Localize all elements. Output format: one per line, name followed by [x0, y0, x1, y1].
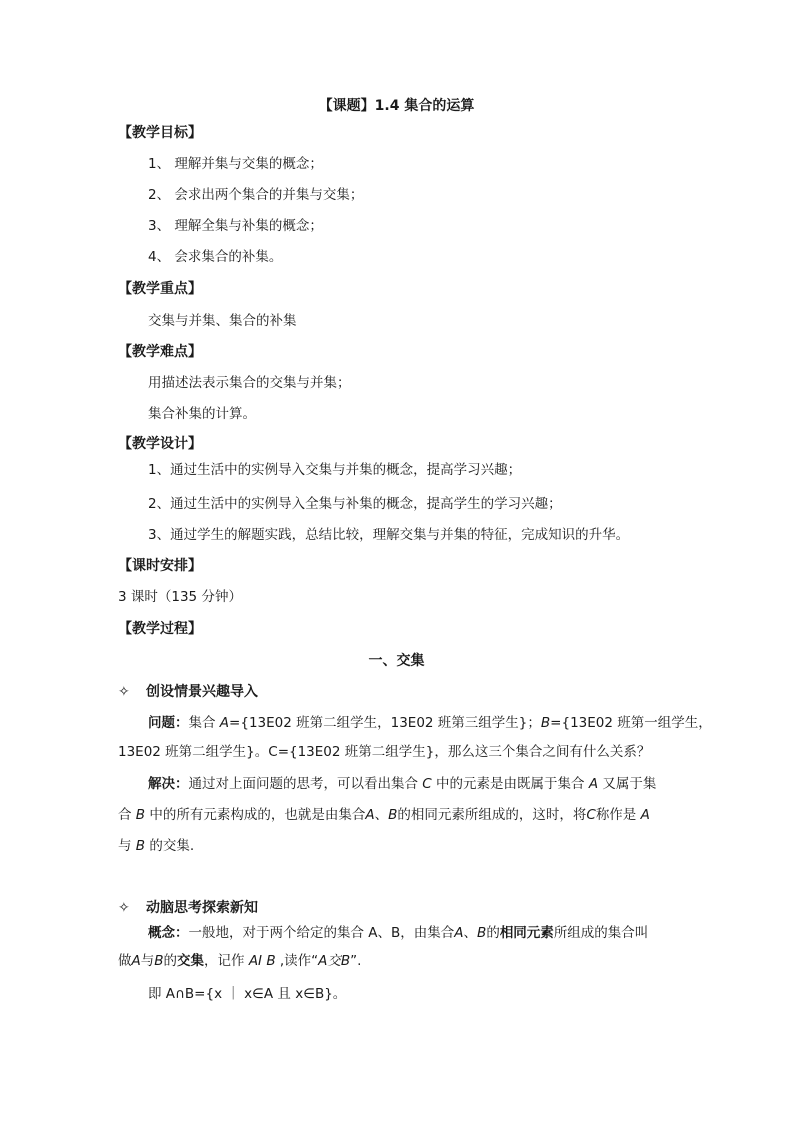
- text-run: ={13E02 班第二组学生，13E02 班第三组学生}；: [229, 715, 541, 731]
- question-line-1: [148, 713, 712, 733]
- part2-heading: [118, 898, 258, 918]
- math-var: B: [135, 807, 146, 823]
- question-line-2: 13E02 班第二组学生}。C={13E02 班第二组学生}，那么这三个集合之间有什么关系？: [118, 744, 651, 760]
- text-run: ，记作: [204, 953, 249, 969]
- answer-line-1: [148, 774, 656, 794]
- math-var: A: [219, 715, 230, 731]
- part2-heading-text: 动脑思考探索新知: [146, 900, 258, 916]
- text-run: 的: [163, 953, 178, 969]
- text-run: 、: [374, 807, 389, 823]
- text-run: 与: [140, 953, 155, 969]
- part1-heading-text: 创设情景兴趣导入: [146, 684, 258, 700]
- concept-line-1: [148, 923, 648, 943]
- math-var: A: [365, 807, 375, 823]
- text-run: 、: [463, 925, 478, 941]
- goals-heading: 【教学目标】: [118, 125, 202, 141]
- math-var: B: [388, 807, 398, 823]
- math-var: C: [422, 776, 432, 792]
- text-run: 做: [118, 953, 132, 969]
- math-var: A: [454, 925, 464, 941]
- text-run: 中的所有元素构成的，也就是由集合: [145, 807, 366, 823]
- text-run: 又属于集: [598, 776, 657, 792]
- difficulty-item: 集合补集的计算。: [148, 406, 256, 422]
- diamond-bullet-icon: ✧: [118, 900, 130, 916]
- text-run: 中的元素是由既属于集合: [431, 776, 589, 792]
- text-run: ={13E02 班第一组学生，: [550, 715, 712, 731]
- answer-line-3: [118, 836, 194, 856]
- text-run: ,读作“: [275, 953, 319, 969]
- answer-label: 解决：: [148, 776, 189, 792]
- design-heading: 【教学设计】: [118, 436, 202, 452]
- difficulty-item: 用描述法表示集合的交集与并集；: [148, 375, 351, 391]
- text-run: 通过对上面问题的思考，可以看出集合: [188, 776, 423, 792]
- goal-item: 4、 会求集合的补集。: [148, 249, 283, 265]
- design-item: 1、通过生活中的实例导入交集与并集的概念，提高学习兴趣；: [148, 462, 522, 478]
- math-var: A: [588, 776, 599, 792]
- math-var: B: [154, 953, 164, 969]
- math-var: C: [586, 807, 596, 823]
- bold-term: 交集: [177, 953, 205, 969]
- schedule-heading: 【课时安排】: [118, 558, 202, 574]
- design-item: 3、通过学生的解题实践，总结比较，理解交集与并集的特征，完成知识的升华。: [148, 527, 630, 543]
- design-item: 2、通过生活中的实例导入全集与补集的概念，提高学生的学习兴趣；: [148, 496, 562, 512]
- text-run: 的交集.: [145, 838, 195, 854]
- page-title: 【课题】1.4 集合的运算: [318, 98, 475, 114]
- goal-item: 3、 理解全集与补集的概念；: [148, 218, 323, 234]
- math-notation: AI B: [248, 953, 276, 969]
- focus-text: 交集与并集、集合的补集: [148, 313, 297, 329]
- schedule-text: 3 课时（135 分钟）: [118, 589, 242, 605]
- difficulty-heading: 【教学难点】: [118, 344, 202, 360]
- text-run: 的: [486, 925, 500, 941]
- goal-item: 1、 理解并集与交集的概念；: [148, 156, 323, 172]
- math-var: A: [640, 807, 650, 823]
- text-run: 合: [118, 807, 136, 823]
- bold-term: 相同元素: [499, 925, 554, 941]
- part1-heading: [118, 682, 258, 702]
- text-run: 集合: [188, 715, 220, 731]
- diamond-bullet-icon: ✧: [118, 684, 130, 700]
- intersection-formula: 即 A∩B={x ｜ x∈A 且 x∈B}。: [148, 986, 347, 1002]
- concept-line-2: [118, 951, 361, 971]
- section-title: 一、交集: [368, 653, 425, 669]
- goal-item: 2、 会求出两个集合的并集与交集；: [148, 187, 364, 203]
- text-run: ”.: [350, 953, 362, 969]
- math-var: A: [131, 953, 141, 969]
- question-label: 问题：: [148, 715, 189, 731]
- text-run: 与: [118, 838, 136, 854]
- text-run: 一般地，对于两个给定的集合 A、B，由集合: [188, 925, 455, 941]
- math-var: B: [477, 925, 487, 941]
- answer-line-2: [118, 805, 650, 825]
- focus-heading: 【教学重点】: [118, 281, 202, 297]
- text-run: 称作是: [595, 807, 641, 823]
- math-var: B: [540, 715, 551, 731]
- concept-label: 概念：: [148, 925, 189, 941]
- math-var: B: [135, 838, 146, 854]
- text-run: 所组成的集合叫: [553, 925, 649, 941]
- math-var: A交B: [318, 953, 351, 969]
- text-run: 的相同元素所组成的，这时，将: [397, 807, 587, 823]
- process-heading: 【教学过程】: [118, 621, 202, 637]
